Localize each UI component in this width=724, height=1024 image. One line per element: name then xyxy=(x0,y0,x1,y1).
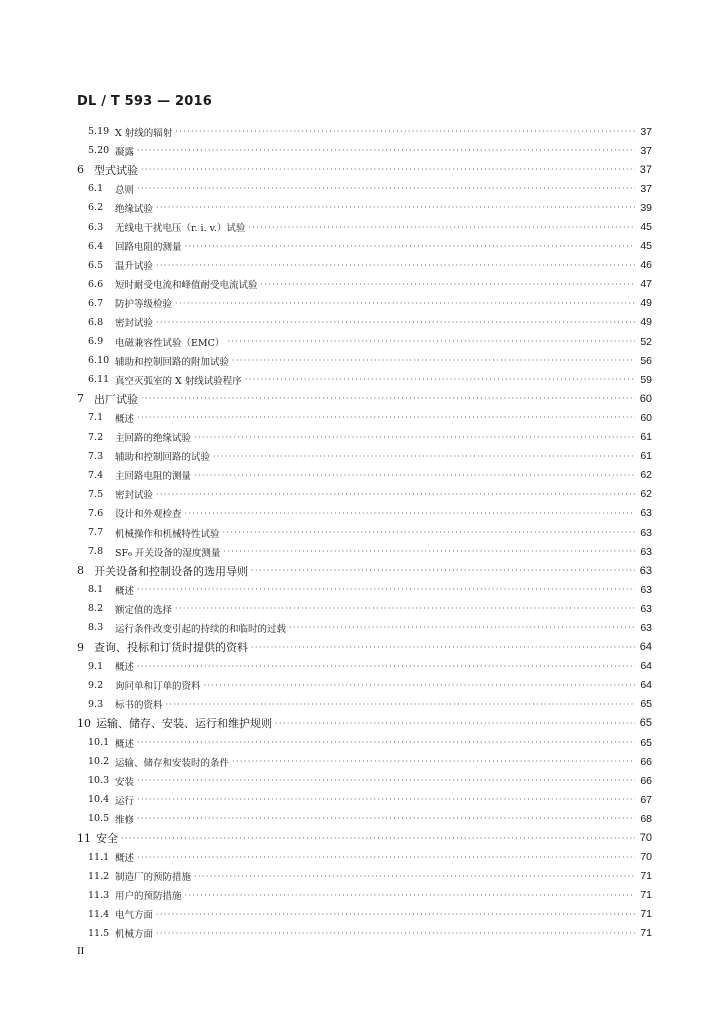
toc-entry-title: 标书的资料 xyxy=(115,700,163,712)
toc-entry xyxy=(0,370,724,389)
toc-entry-number: 7.2 xyxy=(88,431,104,443)
toc-entry xyxy=(0,848,724,867)
dot-leader xyxy=(232,757,635,766)
toc-entry-title: 回路电阻的测量 xyxy=(115,242,182,254)
dot-leader xyxy=(137,853,635,862)
toc-entry xyxy=(0,256,724,275)
toc-entry-page: 71 xyxy=(640,927,652,940)
toc-entry-number: 8.2 xyxy=(88,603,104,615)
toc-entry xyxy=(0,179,724,198)
toc-entry-page: 63 xyxy=(640,583,652,596)
toc-entry-number: 11 xyxy=(77,831,91,845)
toc-entry xyxy=(0,237,724,256)
toc-entry-title: 型式试验 xyxy=(94,163,138,177)
toc-entry-title: 总则 xyxy=(115,184,135,196)
toc-entry-page: 64 xyxy=(639,641,652,654)
dot-leader xyxy=(223,547,635,556)
toc-entry-page: 65 xyxy=(640,736,652,749)
toc-entry xyxy=(0,924,724,943)
toc-entry xyxy=(0,733,724,752)
toc-entry-number: 6.8 xyxy=(88,316,104,328)
dot-leader xyxy=(232,356,635,365)
toc-entry xyxy=(0,638,724,657)
toc-entry-page: 68 xyxy=(640,812,652,825)
toc-entry-title: 绝缘试验 xyxy=(115,203,154,215)
toc-entry xyxy=(0,599,724,618)
toc-entry-page: 37 xyxy=(640,144,652,157)
toc-entry-number: 11.5 xyxy=(88,927,110,939)
toc-entry-page: 70 xyxy=(640,851,652,864)
toc-entry-title: 概述 xyxy=(115,413,135,425)
dot-leader xyxy=(194,433,635,442)
document-id-header: DL / T 593 — 2016 xyxy=(77,94,213,109)
dot-leader xyxy=(227,337,635,346)
dot-leader xyxy=(289,623,635,632)
dot-leader xyxy=(137,662,635,671)
toc-entry xyxy=(0,275,724,294)
toc-entry-page: 66 xyxy=(640,774,652,787)
toc-entry-title: 用户的预防措施 xyxy=(115,891,182,903)
toc-entry xyxy=(0,485,724,504)
toc-entry-page: 46 xyxy=(640,259,652,272)
toc-entry-title: 开关设备和控制设备的选用导则 xyxy=(94,564,248,578)
toc-entry xyxy=(0,466,724,485)
toc-entry-title: 设计和外观检查 xyxy=(115,509,182,521)
toc-entry xyxy=(0,198,724,217)
toc-entry-page: 64 xyxy=(640,679,652,692)
toc-entry-title: 主回路的绝缘试验 xyxy=(115,433,192,445)
toc-entry-title: 维修 xyxy=(115,814,135,826)
toc-entry xyxy=(0,160,724,179)
toc-entry-page: 52 xyxy=(640,335,652,348)
toc-entry-title: X 射线的辐射 xyxy=(115,127,173,139)
toc-entry-page: 65 xyxy=(639,717,652,730)
toc-entry-page: 66 xyxy=(640,755,652,768)
toc-entry-page: 47 xyxy=(640,278,652,291)
toc-entry-page: 63 xyxy=(639,564,652,577)
toc-entry-page: 59 xyxy=(640,373,652,386)
toc-entry-number: 5.20 xyxy=(88,145,110,157)
toc-entry xyxy=(0,886,724,905)
toc-entry-number: 7.1 xyxy=(88,412,104,424)
toc-entry-page: 71 xyxy=(640,889,652,902)
dot-leader xyxy=(194,872,635,881)
toc-entry-number: 6.4 xyxy=(88,240,104,252)
toc-entry-title: 运输、储存和安装时的条件 xyxy=(115,757,230,769)
dot-leader xyxy=(275,719,635,728)
dot-leader xyxy=(156,929,635,938)
dot-leader xyxy=(137,795,635,804)
table-of-contents xyxy=(0,122,724,943)
dot-leader xyxy=(194,471,635,480)
toc-entry-title: 询问单和订单的资料 xyxy=(115,681,201,693)
toc-entry-title: 机械方面 xyxy=(115,929,154,941)
toc-entry-title: 制造厂的预防措施 xyxy=(115,872,192,884)
toc-entry-page: 61 xyxy=(640,450,652,463)
toc-entry-page: 67 xyxy=(640,793,652,806)
toc-entry-number: 10.5 xyxy=(88,813,110,825)
toc-entry-title: 出厂试验 xyxy=(94,392,138,406)
toc-entry-title: 电气方面 xyxy=(115,910,154,922)
toc-entry xyxy=(0,676,724,695)
dot-leader xyxy=(156,318,635,327)
toc-entry-number: 11.3 xyxy=(88,889,110,901)
toc-entry-number: 10.3 xyxy=(88,775,110,787)
toc-entry xyxy=(0,695,724,714)
dot-leader xyxy=(166,700,635,709)
toc-entry-page: 37 xyxy=(639,163,652,176)
toc-entry-number: 7 xyxy=(77,392,84,406)
dot-leader xyxy=(175,299,635,308)
dot-leader xyxy=(137,146,635,155)
toc-entry-title: 概述 xyxy=(115,662,135,674)
toc-entry-number: 9.2 xyxy=(88,679,104,691)
dot-leader xyxy=(175,127,635,136)
toc-entry-page: 62 xyxy=(640,469,652,482)
dot-leader xyxy=(248,223,635,232)
toc-entry-number: 7.3 xyxy=(88,450,104,462)
dot-leader xyxy=(156,490,635,499)
toc-entry xyxy=(0,657,724,676)
toc-entry-title: 温升试验 xyxy=(115,261,154,273)
toc-entry-page: 60 xyxy=(639,392,652,405)
toc-entry xyxy=(0,217,724,236)
toc-entry-title: 防护等级检验 xyxy=(115,299,173,311)
toc-entry-number: 6.11 xyxy=(88,374,110,386)
toc-entry xyxy=(0,447,724,466)
dot-leader xyxy=(137,184,635,193)
toc-entry-title: 运行条件改变引起的持续的和临时的过载 xyxy=(115,623,287,635)
dot-leader xyxy=(245,375,635,384)
toc-entry-number: 6.10 xyxy=(88,355,110,367)
toc-entry-number: 7.4 xyxy=(88,469,104,481)
toc-entry-title: 运输、储存、安装、运行和维护规则 xyxy=(96,717,272,731)
toc-entry-number: 8 xyxy=(77,564,84,578)
toc-entry xyxy=(0,523,724,542)
toc-entry-number: 9.3 xyxy=(88,698,104,710)
toc-entry-title: 辅助和控制回路的附加试验 xyxy=(115,356,230,368)
toc-entry-number: 7.8 xyxy=(88,546,104,558)
toc-entry-number: 7.7 xyxy=(88,527,104,539)
toc-entry-number: 6.2 xyxy=(88,202,104,214)
toc-entry xyxy=(0,618,724,637)
toc-entry-number: 11.2 xyxy=(88,870,110,882)
toc-entry xyxy=(0,771,724,790)
toc-entry-number: 6.3 xyxy=(88,221,104,233)
toc-entry xyxy=(0,408,724,427)
toc-entry-number: 6.1 xyxy=(88,183,104,195)
dot-leader xyxy=(141,394,635,403)
toc-entry-number: 6 xyxy=(77,163,84,177)
toc-entry-title: SF₆ 开关设备的湿度测量 xyxy=(115,547,221,559)
toc-entry-page: 45 xyxy=(640,240,652,253)
toc-entry-title: 短时耐受电流和峰值耐受电流试验 xyxy=(115,280,258,292)
toc-entry-page: 60 xyxy=(640,411,652,424)
toc-entry xyxy=(0,122,724,141)
toc-entry xyxy=(0,428,724,447)
dot-leader xyxy=(137,814,635,823)
toc-entry-page: 71 xyxy=(640,908,652,921)
dot-leader xyxy=(137,738,635,747)
toc-entry-page: 61 xyxy=(640,431,652,444)
toc-entry-number: 11.1 xyxy=(88,851,110,863)
toc-entry-page: 56 xyxy=(640,354,652,367)
toc-entry-title: 密封试验 xyxy=(115,490,154,502)
toc-entry xyxy=(0,828,724,847)
toc-entry-number: 10.4 xyxy=(88,794,110,806)
toc-entry-number: 6.7 xyxy=(88,297,104,309)
toc-entry-title: 额定值的选择 xyxy=(115,604,173,616)
dot-leader xyxy=(121,834,635,843)
toc-entry-number: 10.2 xyxy=(88,756,110,768)
toc-entry-title: 机械操作和机械特性试验 xyxy=(115,528,220,540)
toc-entry-title: 电磁兼容性试验（EMC） xyxy=(115,337,225,349)
toc-entry xyxy=(0,313,724,332)
dot-leader xyxy=(223,528,635,537)
dot-leader xyxy=(156,261,635,270)
dot-leader xyxy=(156,910,635,919)
dot-leader xyxy=(213,452,635,461)
dot-leader xyxy=(156,203,635,212)
toc-entry xyxy=(0,905,724,924)
toc-entry xyxy=(0,504,724,523)
toc-entry-number: 9 xyxy=(77,640,84,654)
toc-entry-number: 7.5 xyxy=(88,488,104,500)
toc-entry-page: 37 xyxy=(640,182,652,195)
toc-entry-title: 查询、投标和订货时提供的资料 xyxy=(94,641,248,655)
page-number-footer: II xyxy=(77,945,85,957)
toc-entry-number: 7.6 xyxy=(88,507,104,519)
toc-entry-page: 65 xyxy=(640,698,652,711)
toc-entry-title: 密封试验 xyxy=(115,318,154,330)
toc-entry-title: 主回路电阻的测量 xyxy=(115,471,192,483)
toc-entry xyxy=(0,867,724,886)
toc-entry-page: 49 xyxy=(640,316,652,329)
toc-entry-page: 49 xyxy=(640,297,652,310)
toc-entry-title: 概述 xyxy=(115,585,135,597)
toc-entry-number: 6.5 xyxy=(88,259,104,271)
toc-entry xyxy=(0,790,724,809)
toc-entry-number: 9.1 xyxy=(88,660,104,672)
toc-entry xyxy=(0,351,724,370)
toc-entry-page: 71 xyxy=(640,870,652,883)
toc-entry-page: 37 xyxy=(640,125,652,138)
toc-entry-title: 运行 xyxy=(115,795,135,807)
toc-entry-number: 11.4 xyxy=(88,908,110,920)
toc-entry-page: 62 xyxy=(640,488,652,501)
dot-leader xyxy=(251,643,635,652)
dot-leader xyxy=(141,165,635,174)
toc-entry-title: 安全 xyxy=(96,832,118,846)
toc-entry-title: 辅助和控制回路的试验 xyxy=(115,452,211,464)
dot-leader xyxy=(185,891,635,900)
toc-entry-title: 安装 xyxy=(115,776,135,788)
toc-entry-number: 8.1 xyxy=(88,584,104,596)
dot-leader xyxy=(137,413,635,422)
toc-entry xyxy=(0,714,724,733)
toc-entry-number: 5.19 xyxy=(88,126,110,138)
dot-leader xyxy=(204,681,635,690)
toc-entry xyxy=(0,141,724,160)
toc-entry-title: 概述 xyxy=(115,738,135,750)
toc-entry-title: 无线电干扰电压（r. i. v.）试验 xyxy=(115,223,246,235)
toc-entry-page: 45 xyxy=(640,221,652,234)
dot-leader xyxy=(251,566,635,575)
toc-entry-title: 概述 xyxy=(115,853,135,865)
toc-entry-number: 10.1 xyxy=(88,737,110,749)
toc-entry-page: 63 xyxy=(640,621,652,634)
dot-leader xyxy=(137,776,635,785)
toc-entry xyxy=(0,332,724,351)
toc-entry-number: 6.9 xyxy=(88,336,104,348)
toc-entry-title: 凝露 xyxy=(115,146,135,158)
toc-entry-page: 70 xyxy=(639,832,652,845)
toc-entry-number: 8.3 xyxy=(88,622,104,634)
toc-entry xyxy=(0,752,724,771)
toc-entry-title: 真空灭弧室的 X 射线试验程序 xyxy=(115,375,242,387)
toc-entry-page: 63 xyxy=(640,507,652,520)
dot-leader xyxy=(137,585,635,594)
toc-entry xyxy=(0,389,724,408)
dot-leader xyxy=(185,509,635,518)
toc-entry-page: 63 xyxy=(640,545,652,558)
toc-entry xyxy=(0,809,724,828)
toc-entry xyxy=(0,294,724,313)
dot-leader xyxy=(261,280,635,289)
dot-leader xyxy=(175,604,635,613)
toc-entry-page: 64 xyxy=(640,660,652,673)
toc-entry-page: 63 xyxy=(640,602,652,615)
toc-entry-number: 6.6 xyxy=(88,278,104,290)
toc-entry xyxy=(0,561,724,580)
dot-leader xyxy=(185,242,635,251)
toc-entry xyxy=(0,580,724,599)
toc-entry xyxy=(0,542,724,561)
toc-entry-page: 63 xyxy=(640,526,652,539)
toc-entry-page: 39 xyxy=(640,201,652,214)
toc-entry-number: 10 xyxy=(77,716,91,730)
